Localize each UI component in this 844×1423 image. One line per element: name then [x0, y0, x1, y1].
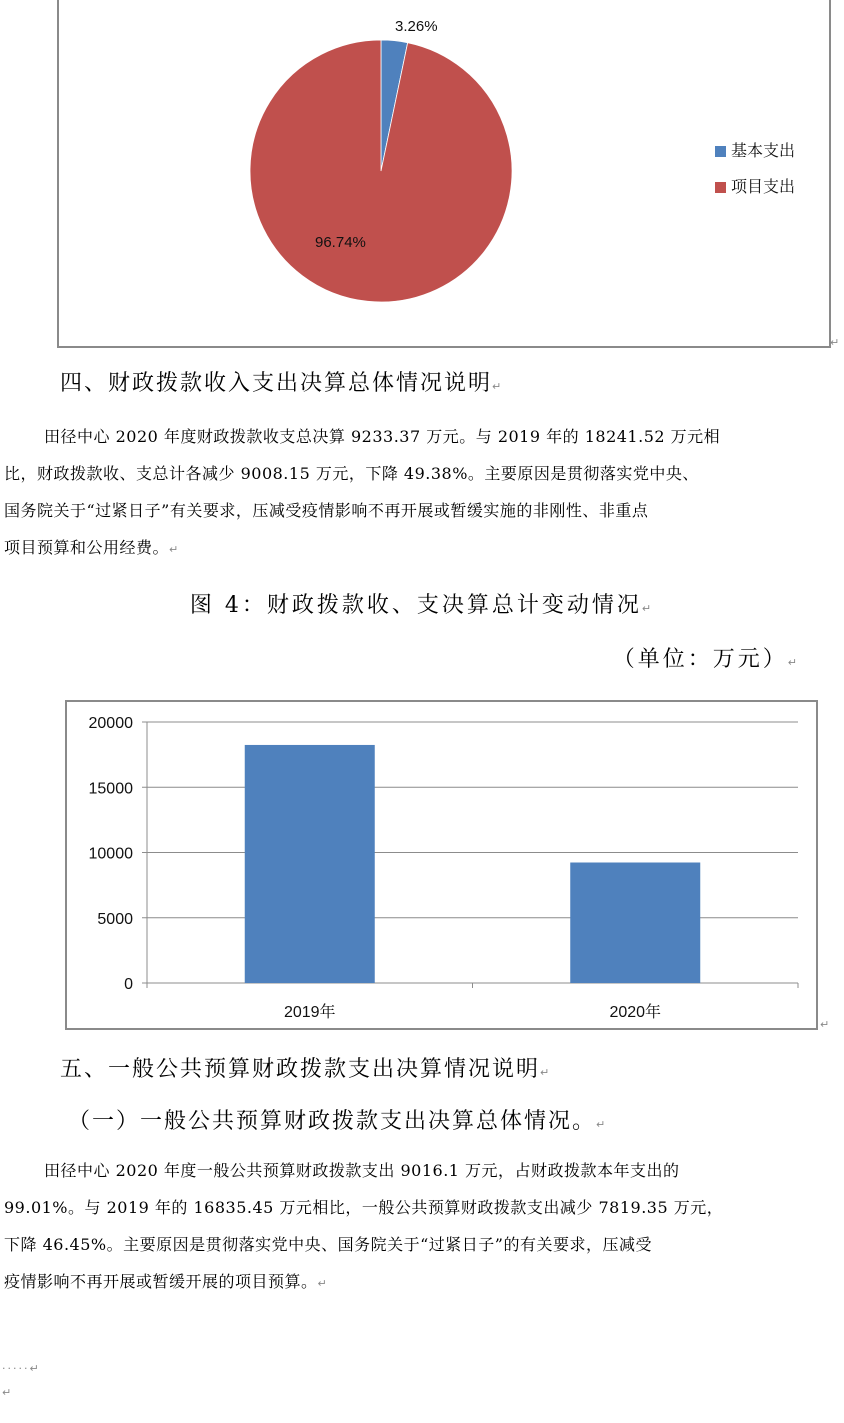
pie-data-label-project: 96.74% — [315, 234, 366, 251]
paragraph-line: 下降 46.45%。主要原因是贯彻落实党中央、国务院关于“过紧日子”的有关要求，压减受 — [4, 1235, 652, 1254]
legend-swatch-basic — [715, 146, 726, 157]
figure4-title: 图 4：财政拨款收、支决算总计变动情况↵ — [189, 593, 655, 618]
paragraph-line: 99.01%。与 2019 年的 16835.45 万元相比，一般公共预算财政拨款支出减少 7819.35 万元， — [4, 1198, 724, 1217]
paragraph-line: 比，财政拨款收、支总计各减少 9008.15 万元，下降 49.38%。主要原因是贯彻落实党中央、 — [4, 464, 699, 483]
section4-heading: 四、财政拨款收入支出决算总体情况说明↵ — [60, 371, 504, 396]
dot-leader: ·····↵ — [2, 1362, 41, 1375]
figure4-unit: （单位：万元）↵ — [612, 647, 800, 672]
paragraph-mark: ↵ — [820, 1018, 830, 1031]
legend-label-basic: 基本支出 — [731, 141, 796, 160]
pie-chart — [59, 0, 829, 346]
y-tick-label: 0 — [124, 976, 133, 993]
section5-paragraph — [4, 1152, 834, 1302]
y-tick-label: 10000 — [88, 845, 133, 863]
bar-2020年 — [570, 863, 700, 983]
paragraph-line: 项目预算和公用经费。↵ — [4, 538, 179, 557]
pie-slice-project — [250, 40, 512, 302]
bar-chart — [67, 702, 816, 1028]
pie-data-label-basic: 3.26% — [395, 18, 438, 35]
y-tick-label: 5000 — [97, 910, 133, 928]
pie-chart-frame — [57, 0, 831, 348]
paragraph-line: 田径中心 2020 年度一般公共预算财政拨款支出 9016.1 万元，占财政拨款本年支出的 — [44, 1161, 680, 1180]
bar-chart-frame — [65, 700, 818, 1030]
y-tick-label: 15000 — [88, 780, 133, 798]
paragraph-mark: ↵ — [830, 336, 840, 349]
section5-subheading: （一）一般公共预算财政拨款支出决算总体情况。↵ — [68, 1109, 608, 1134]
paragraph-line: 田径中心 2020 年度财政拨款收支总决算 9233.37 万元。与 2019 年的 18241.52 万元相 — [44, 427, 721, 446]
section5-heading: 五、一般公共预算财政拨款支出决算情况说明↵ — [60, 1057, 552, 1082]
bar-2019年 — [245, 745, 375, 983]
paragraph-mark: ↵ — [2, 1386, 12, 1399]
legend-label-project: 项目支出 — [731, 177, 796, 196]
legend-swatch-project — [715, 182, 726, 193]
section4-paragraph — [4, 418, 834, 568]
paragraph-line: 国务院关于“过紧日子”有关要求，压减受疫情影响不再开展或暂缓实施的非刚性、非重点 — [4, 501, 649, 520]
paragraph-line: 疫情影响不再开展或暂缓开展的项目预算。↵ — [4, 1272, 328, 1291]
x-tick-label: 2020年 — [609, 1004, 662, 1021]
y-tick-label: 20000 — [88, 715, 133, 732]
x-tick-label: 2019年 — [283, 1004, 336, 1021]
